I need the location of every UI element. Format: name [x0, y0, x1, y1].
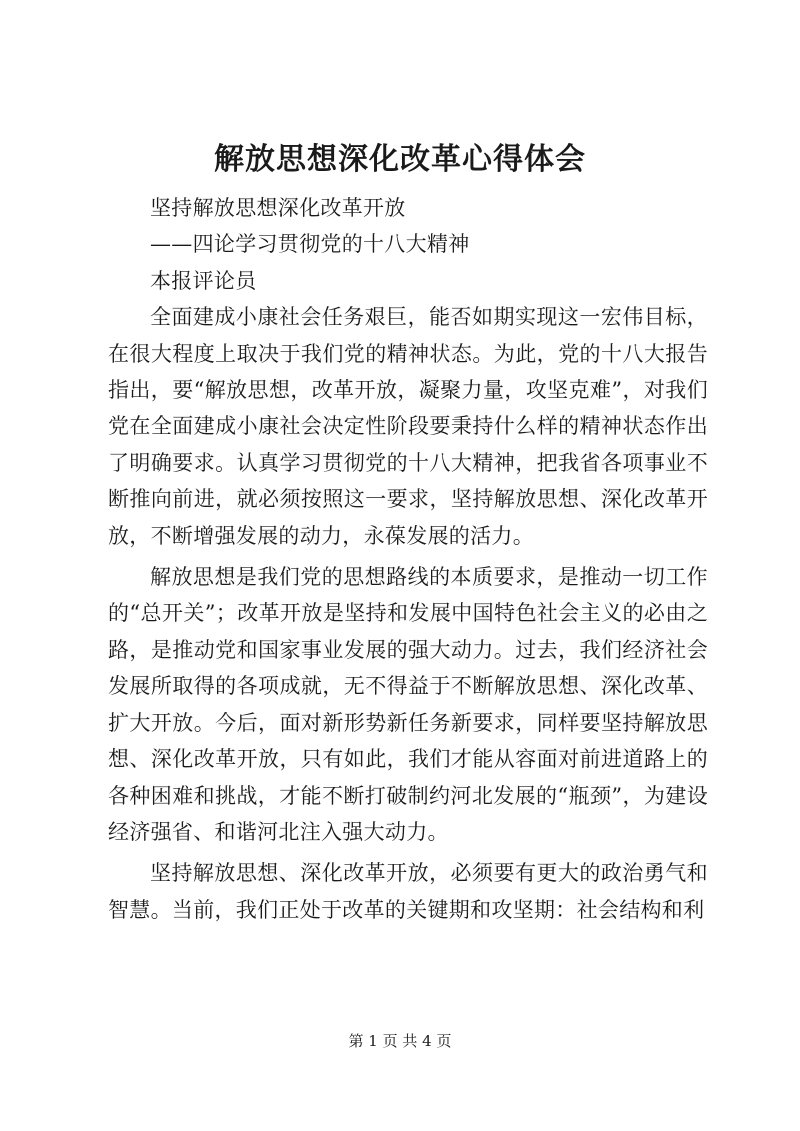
document-title: 解放思想深化改革心得体会 [214, 142, 586, 177]
article-subtitle: 坚持解放思想深化改革开放 [150, 196, 406, 220]
series-line: ——四论学习贯彻党的十八大精神 [150, 232, 470, 257]
byline: 本报评论员 [150, 268, 257, 293]
document-body [108, 190, 708, 928]
paragraph: 解放思想是我们党的思想路线的本质要求，是推动一切工作的“总开关”；改革开放是坚持和发展中国特色社会主义的必由之路，是推动党和国家事业发展的强大动力。过去，我们经济社会发展所取得的各项成就，无不得益于不断解放思想、深化改革、扩大开放。今后，面对新形势新任务新要求，同样要坚持解放思想、深化改革开放，只有如此，我们才能从容面对前进道路上的各种困难和挑战，才能不断打破制约河北发展的“瓶颈”，为建设经济强省、和谐河北注入强大动力。 [108, 565, 708, 844]
paragraph: 全面建成小康社会任务艰巨，能否如期实现这一宏伟目标，在很大程度上取决于我们党的精神状态。为此，党的十八大报告指出，要“解放思想，改革开放，凝聚力量，攻坚克难”，对我们党在全面建成小康社会决定性阶段要秉持什么样的精神状态作出了明确要求。认真学习贯彻党的十八大精神，把我省各项事业不断推向前进，就必须按照这一要求，坚持解放思想、深化改革开放，不断增强发展的动力，永葆发展的活力。 [108, 305, 708, 548]
paragraph: 坚持解放思想、深化改革开放，必须要有更大的政治勇气和智慧。当前，我们正处于改革的关键期和攻坚期：社会结构和利 [108, 861, 708, 922]
page-number-footer: 第 1 页 共 4 页 [348, 1032, 452, 1050]
